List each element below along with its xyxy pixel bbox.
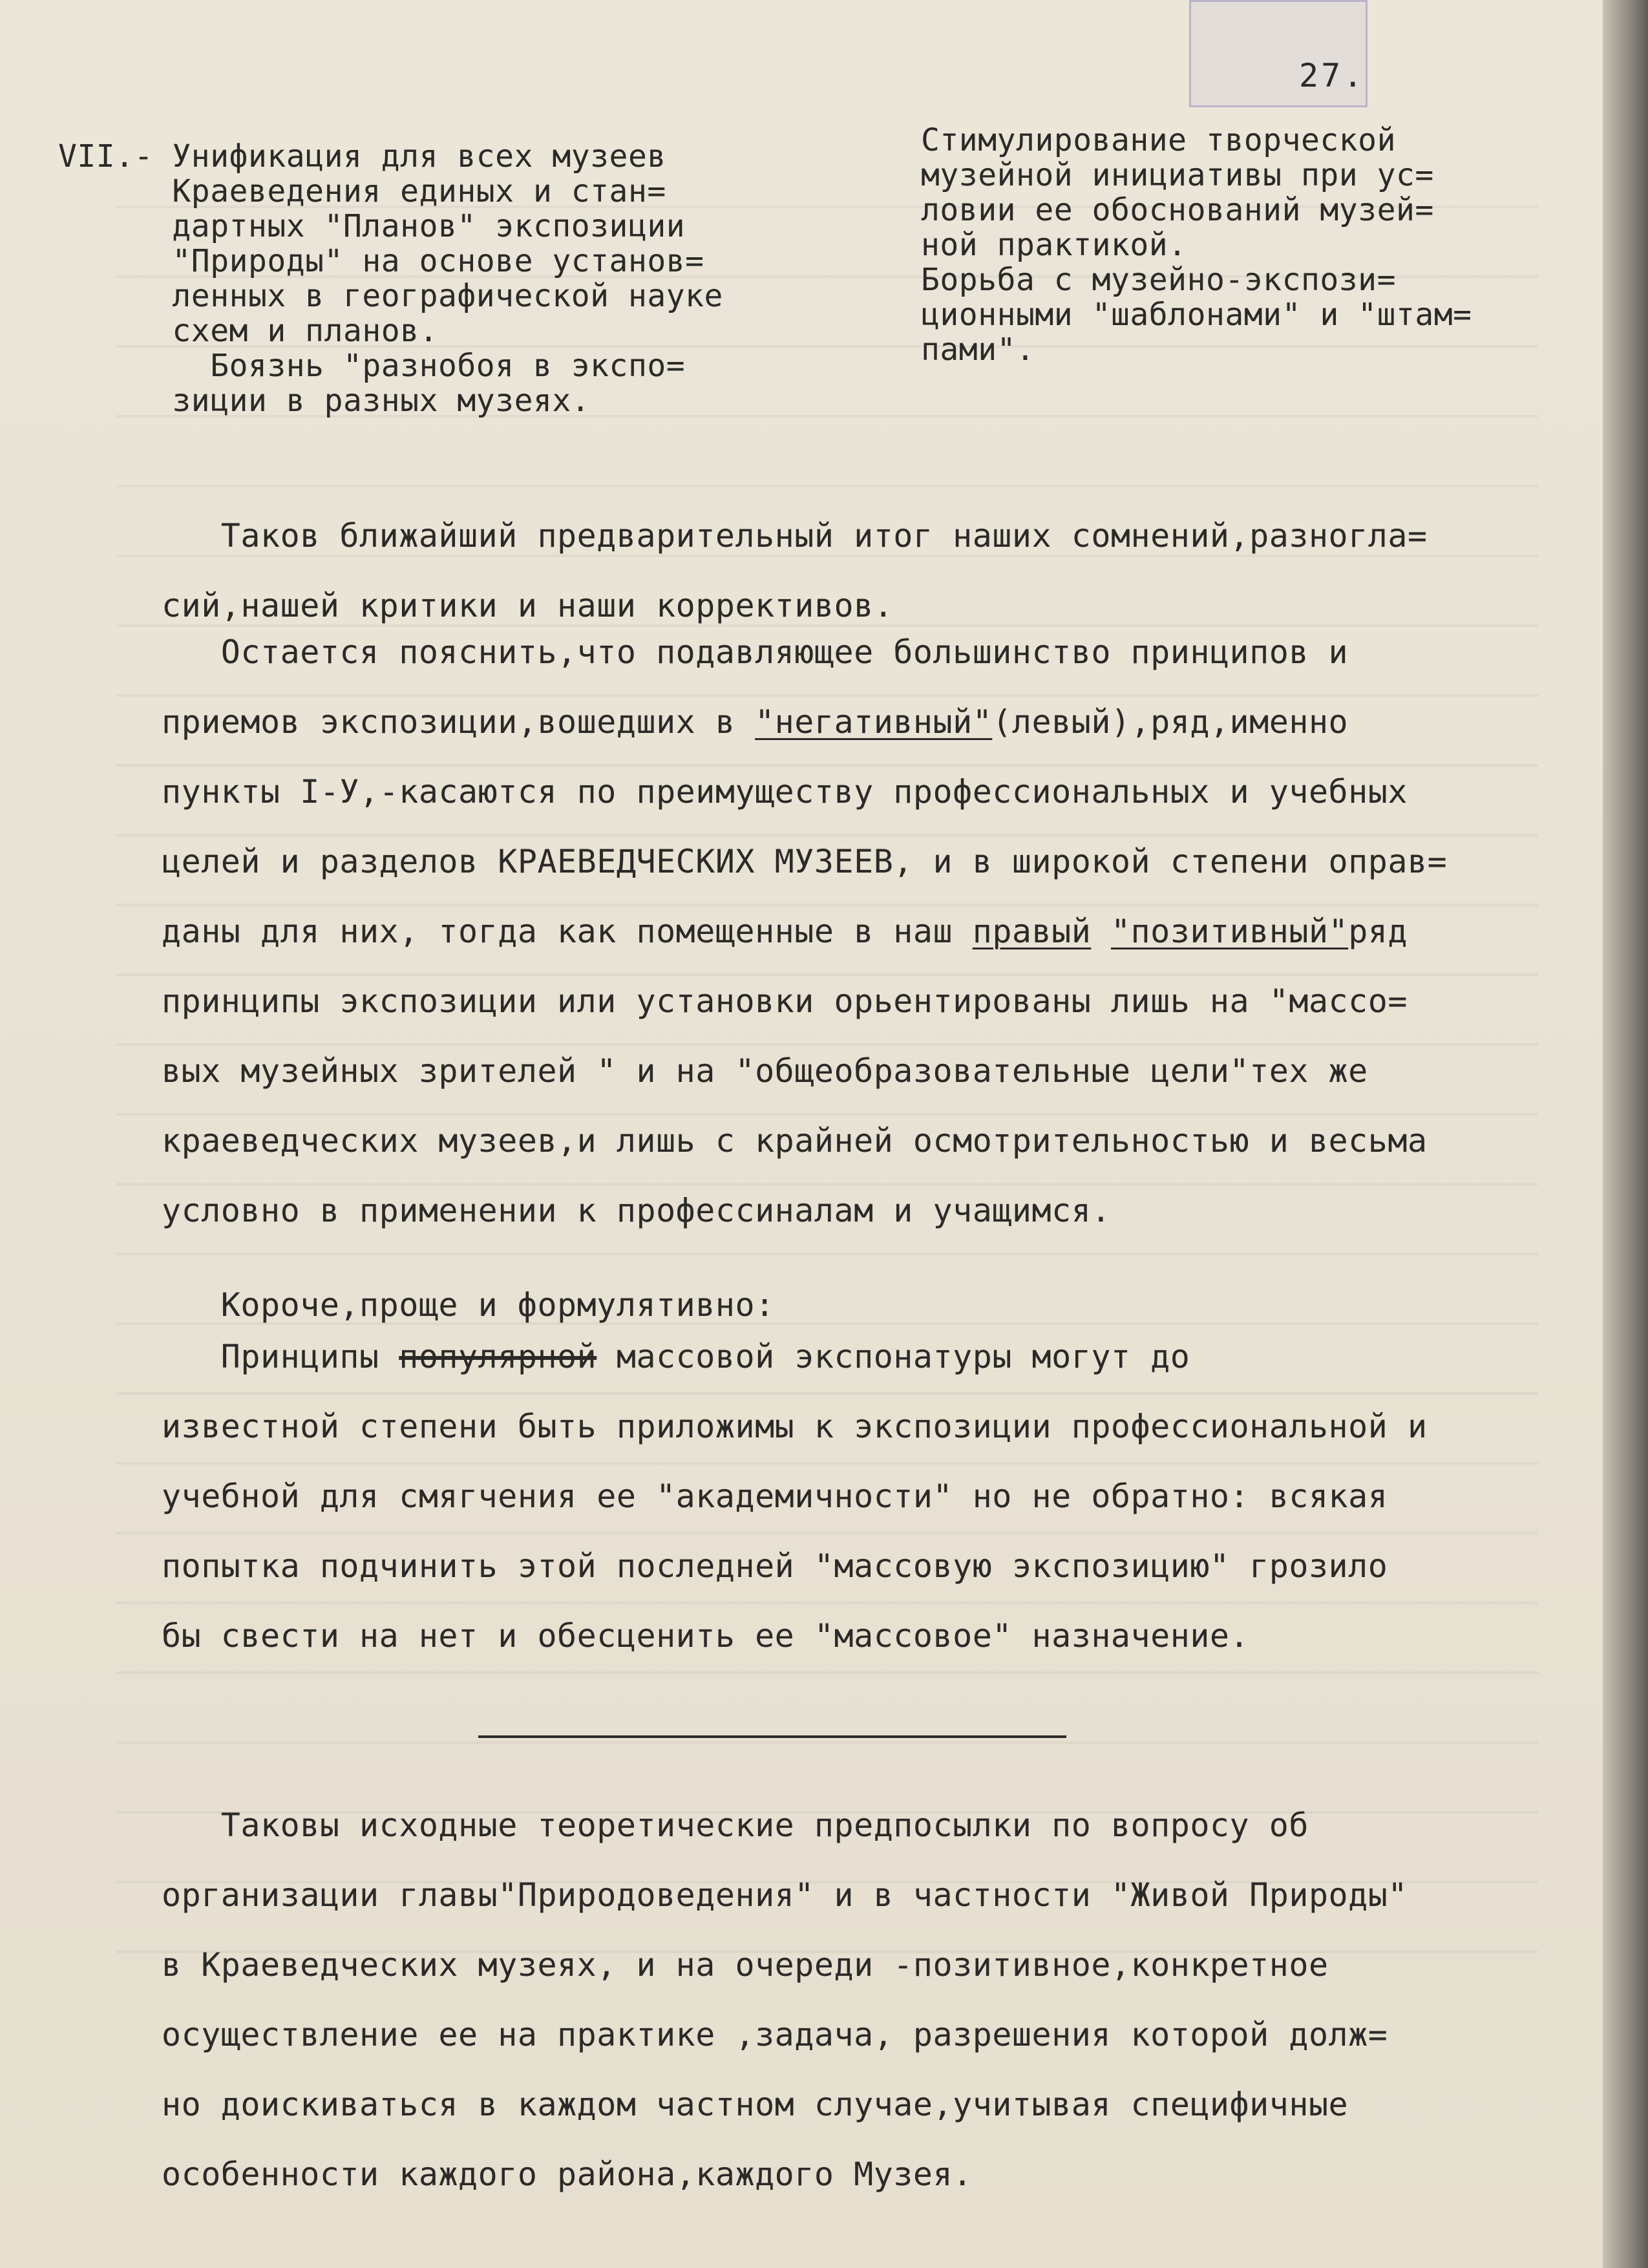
right-column-line: ционными "шаблонами" и "штам= (921, 297, 1472, 333)
text-line: краеведческих музеев,и лишь с крайней осмотрительностью и весьма (162, 1122, 1428, 1160)
paragraph-principles (162, 1322, 1428, 1671)
left-column-line: зиции в разных музеях. (58, 383, 591, 419)
text-line: массовой экспонатуры могут до (597, 1338, 1190, 1375)
text-line: Короче,проще и формулятивно: (162, 1286, 775, 1324)
left-column-line: схем и планов. (58, 313, 438, 349)
text-line: но доискиваться в каждом частном случае,учитывая специфичные (162, 2086, 1349, 2123)
page-number: 27. (1299, 57, 1366, 94)
left-column-line: ленных в географической науке (58, 278, 723, 314)
left-column-line: дартных "Планов" экспозиции (58, 208, 686, 244)
struck-word: популярной (399, 1338, 597, 1375)
text-line: (левый),ряд,именно (992, 703, 1349, 741)
right-column-line: ловии ее обоснований музей= (921, 192, 1434, 228)
text-line: в Краеведческих музеях, и на очереди -позитивное,конкретное (162, 1946, 1329, 1984)
paragraph-explanation (162, 617, 1447, 1245)
text-line: вых музейных зрителей " и на "общеобразовательные цели"тех же (162, 1052, 1368, 1090)
text-line: попытка подчинить этой последней "массовую экспозицию" грозило (162, 1547, 1388, 1585)
right-column-line: музейной инициативы при ус= (921, 157, 1434, 193)
text-line: осуществление ее на практике ,задача, разрешения которой долж= (162, 2016, 1388, 2053)
right-column-line: Борьба с музейно-экспози= (921, 262, 1396, 298)
right-column-line: Стимулирование творческой (921, 122, 1396, 158)
left-column-line: "Природы" на основе установ= (58, 243, 704, 279)
underlined-term: правый (972, 913, 1092, 950)
left-column-line: Боязнь "разнобоя в экспо= (58, 348, 686, 384)
text-line: Принципы (162, 1338, 399, 1375)
text-line: целей и разделов КРАЕВЕДЧЕСКИХ МУЗЕЕВ, и в широкой степени оправ= (162, 843, 1448, 880)
left-column-line: Краеведения единых и стан= (58, 173, 666, 209)
text-line: Таковы исходные теоретические предпосылки по вопросу об (162, 1807, 1309, 1844)
right-column (921, 123, 1472, 367)
text-line: условно в применении к профессиналам и учащимся. (162, 1192, 1111, 1229)
text-line: даны для них, тогда как помещенные в наш (162, 913, 973, 950)
left-column (58, 139, 723, 418)
paragraph-conclusion (162, 1790, 1408, 2209)
text-line: сий,нашей критики и наши коррективов. (162, 587, 894, 624)
page-edge-shadow (1603, 0, 1648, 2268)
text-line: приемов экспозиции,вошедших в (162, 703, 755, 741)
right-column-line: ной практикой. (921, 227, 1187, 263)
text-space (1091, 913, 1111, 950)
right-column-line: пами". (921, 332, 1035, 368)
section-divider (478, 1735, 1066, 1738)
text-line: учебной для смягчения ее "академичности" но не обратно: всякая (162, 1478, 1388, 1515)
text-line: Таков ближайший предварительный итог наших сомнений,разногла= (162, 517, 1428, 555)
text-line: бы свести на нет и обесценить ее "массовое" назначение. (162, 1617, 1250, 1655)
text-line: пункты I-У,-касаются по преимуществу профессиональных и учебных (162, 773, 1408, 811)
underlined-term: "негативный" (755, 703, 993, 741)
text-line: организации главы"Природоведения" и в частности "Живой Природы" (162, 1876, 1408, 1914)
underlined-term: "позитивный" (1110, 913, 1349, 950)
text-line: принципы экспозиции или установки орьентированы лишь на "массо= (162, 982, 1408, 1020)
text-line: известной степени быть приложимы к экспозиции профессиональной и (162, 1408, 1428, 1445)
text-line: ряд (1348, 913, 1408, 950)
text-line: особенности каждого района,каждого Музея. (162, 2156, 973, 2193)
left-column-line: VII.- Унификация для всех музеев (58, 138, 666, 175)
text-line: Остается пояснить,что подавляющее большинство принципов и (162, 633, 1349, 671)
